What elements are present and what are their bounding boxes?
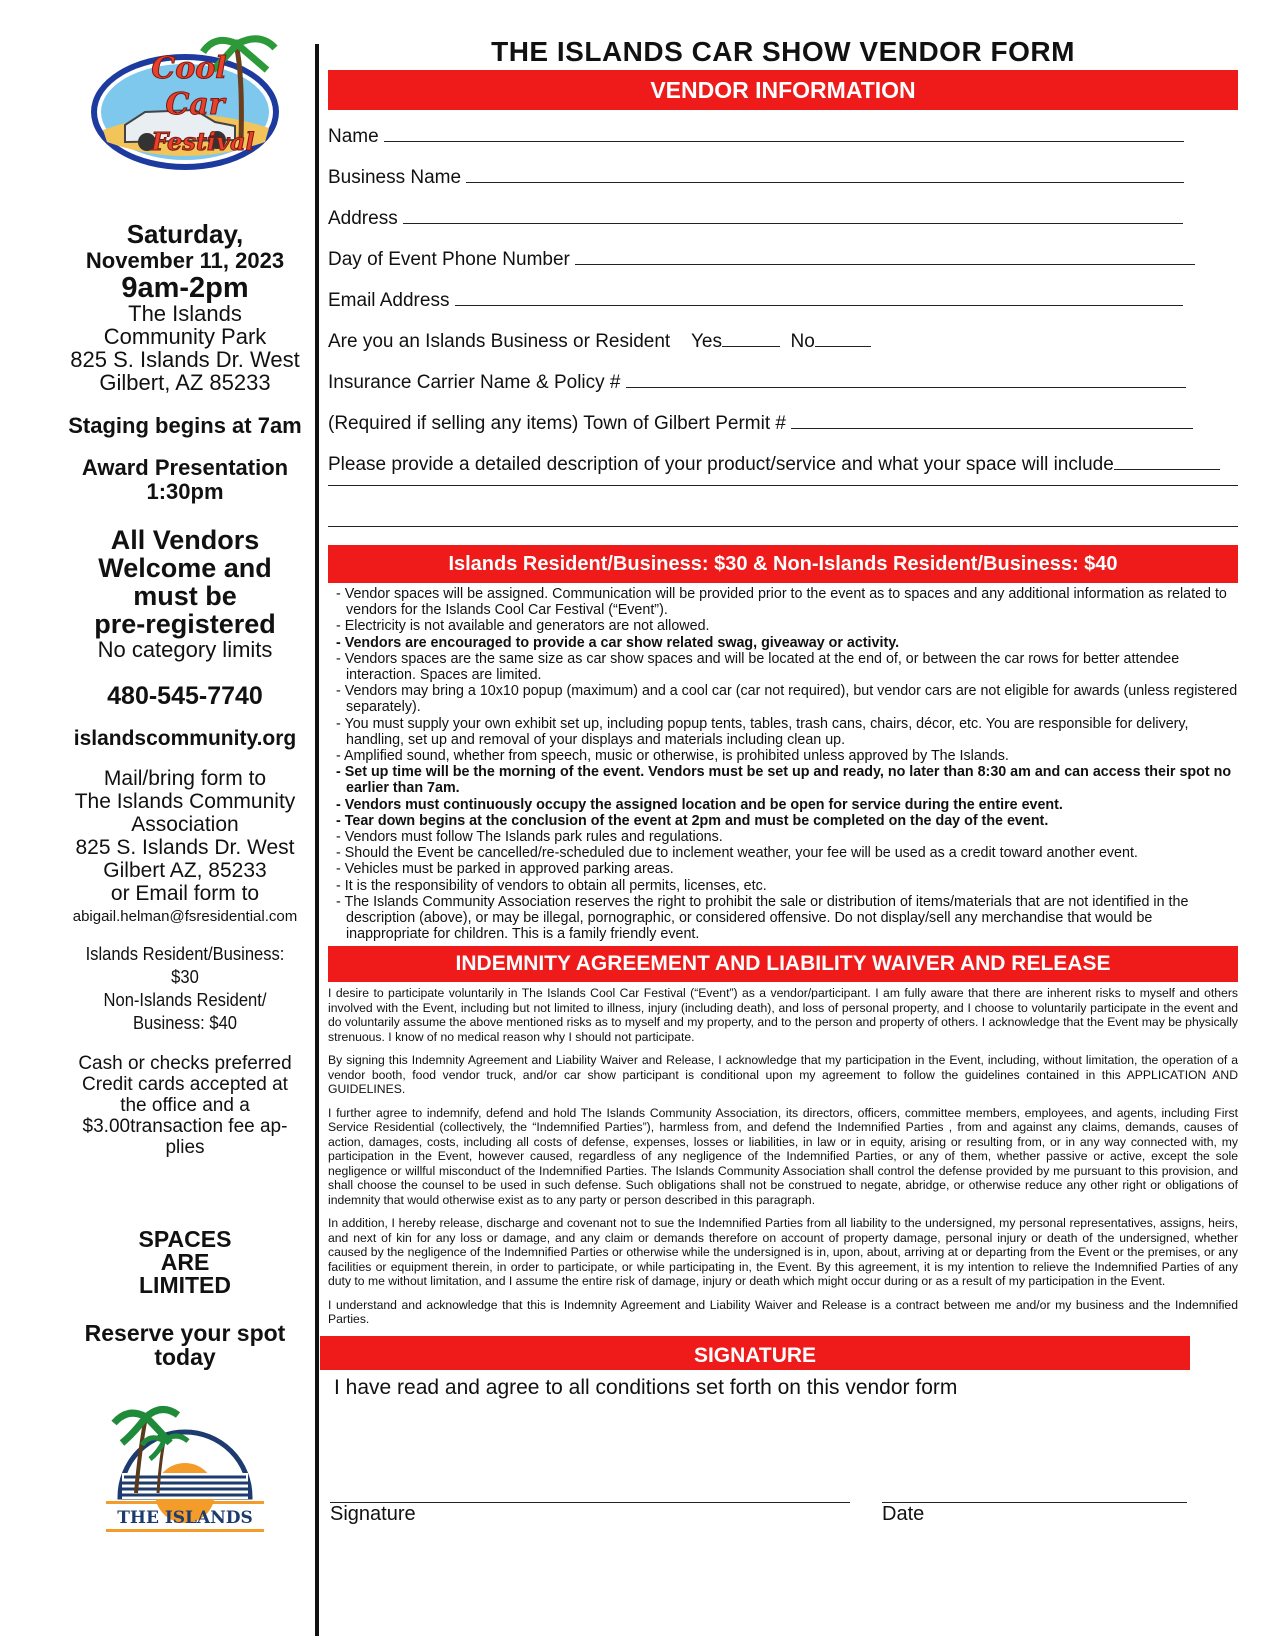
- vendor-form: [328, 34, 1238, 1400]
- legal-paragraph: By signing this Indemnity Agreement and Liability Waiver and Release, I acknowledge that my participation in the Event, including, without limitation, the operation of a vendor booth, food vendor truck, and/or car show participant is conditional upon my agreement to follow the guidelines contained in this APPLICATION AND GUIDELINES.: [328, 1053, 1238, 1097]
- payment-line: the office and a: [120, 1095, 250, 1116]
- address-line: Gilbert, AZ 85233: [99, 370, 271, 395]
- email-input-line[interactable]: [455, 291, 1183, 306]
- payment-line: Cash or checks preferred: [78, 1053, 292, 1074]
- rule-item: - Electricity is not available and generators are not allowed.: [336, 618, 710, 635]
- yes-label: Yes: [690, 331, 722, 352]
- payment-line: Credit cards accepted at: [82, 1074, 288, 1095]
- reserve-line: today: [154, 1344, 216, 1370]
- phone-number: 480-545-7740: [107, 682, 263, 710]
- vendor-rules: [328, 586, 1238, 942]
- insurance-field[interactable]: [328, 362, 1238, 403]
- website: islandscommunity.org: [73, 727, 297, 750]
- address-field[interactable]: [328, 198, 1238, 239]
- payment-line: $3.00transaction fee ap-: [82, 1116, 288, 1137]
- logo-festival-text: Festival: [151, 127, 255, 156]
- rule-item: - Tear down begins at the conclusion of the event at 2pm and must be completed on the day of the event.: [336, 812, 1049, 829]
- mail-line: or Email form to: [110, 882, 260, 905]
- event-day: Saturday,: [126, 219, 244, 249]
- islands-logo-text: THE ISLANDS: [117, 1508, 253, 1528]
- fee-line: Business: $40: [132, 1013, 238, 1033]
- name-label: Name: [328, 126, 379, 147]
- the-islands-logo: [100, 1397, 270, 1537]
- rule-item: - Vendors may bring a 10x10 popup (maximum) and a cool car (car not required), but vendor cars are not eligible for awards (unless registered separately).: [336, 683, 1238, 716]
- rule-item: - Vehicles must be parked in approved parking areas.: [336, 861, 674, 878]
- signature-line[interactable]: [330, 1502, 850, 1526]
- event-address: [40, 302, 330, 394]
- logo-cool-text: Cool: [151, 51, 227, 86]
- signature-header: SIGNATURE: [320, 1336, 1190, 1370]
- mail-instructions: [40, 767, 330, 905]
- payment-info: [40, 1053, 330, 1158]
- fee-line: Islands Resident/Business:: [85, 944, 285, 964]
- legal-paragraph: I further agree to indemnify, defend and hold The Islands Community Association, its directors, officers, committee members, employees, and agents, including First Service Residential (collectively, the “Indemnified Parties”), harmless from, and defend the Indemnified Parties , from and against any claims, demands, causes of action, damages, costs, including all costs of defense, expenses, losses or liabilities, in law or in equity, arising or resulting from, or in any way connected with, my participation in the Event, however caused, regardless of any negligence of the Indemnified Parties, or any of them, whether passive or active, except the sole negligence or willful misconduct of the Indemnified Parties. The Islands Community Association shall control the defense provided by me pursuant to this provision, and shall choose the counsel to be used in such defense. Such obligations shall not be construed to negate, abridge, or otherwise reduce any other right or obligations of indemnity that would otherwise exist as to any party or person described in this paragraph.: [328, 1105, 1238, 1207]
- fee-line: Non-Islands Resident/: [103, 990, 267, 1010]
- permit-input-line[interactable]: [791, 414, 1193, 429]
- fee-summary: [52, 943, 319, 1035]
- email-field[interactable]: [328, 280, 1238, 321]
- mail-line: Association: [131, 813, 239, 836]
- vendors-line: Welcome and: [98, 553, 272, 583]
- address-line: 825 S. Islands Dr. West: [70, 347, 300, 372]
- address-line: Community Park: [103, 324, 267, 349]
- email-label: Email Address: [328, 290, 450, 311]
- vendors-line: must be: [133, 581, 237, 611]
- business-name-label: Business Name: [328, 167, 462, 188]
- spaces-limited: [40, 1228, 330, 1297]
- vendors-notice: [40, 526, 330, 638]
- vertical-divider: [315, 44, 319, 1636]
- date-label: Date: [882, 1503, 925, 1525]
- spaces-line: ARE: [160, 1249, 210, 1275]
- description-line-2[interactable]: [328, 485, 1238, 486]
- vendor-info-header: VENDOR INFORMATION: [328, 70, 1238, 110]
- rule-item: - It is the responsibility of vendors to obtain all permits, licenses, etc.: [336, 877, 767, 894]
- legal-text: [328, 986, 1238, 1327]
- insurance-label: Insurance Carrier Name & Policy #: [328, 372, 621, 393]
- staging-time: Staging begins at 7am: [68, 413, 302, 438]
- legal-paragraph: I understand and acknowledge that this is Indemnity Agreement and Liability Waiver and Release is a contract between me and/or my business and the Indemnified Parties.: [328, 1297, 1238, 1327]
- event-time: 9am-2pm: [121, 272, 249, 304]
- yes-input-line[interactable]: [722, 332, 780, 347]
- rule-item: - Should the Event be cancelled/re-scheduled due to inclement weather, your fee will be used as a credit toward another event.: [336, 845, 1138, 862]
- no-input-line[interactable]: [815, 332, 871, 347]
- rule-item: - You must supply your own exhibit set up, including popup tents, tables, trash cans, chairs, décor, etc. You are responsible for delivery, handling, set up and removal of your displays and materials including clean up.: [336, 715, 1189, 748]
- insurance-input-line[interactable]: [626, 373, 1186, 388]
- fee-header: Islands Resident/Business: $30 & Non-Islands Resident/Business: $40: [328, 545, 1238, 583]
- form-title: THE ISLANDS CAR SHOW VENDOR FORM: [491, 36, 1075, 67]
- description-line-3[interactable]: [328, 526, 1238, 527]
- event-date: November 11, 2023: [85, 248, 285, 273]
- rule-item: - Vendors are encouraged to provide a car show related swag, giveaway or activity.: [336, 634, 900, 651]
- spaces-line: LIMITED: [139, 1272, 231, 1298]
- name-input-line[interactable]: [384, 127, 1184, 142]
- address-line: The Islands: [128, 301, 242, 326]
- name-field[interactable]: [328, 116, 1238, 157]
- date-line[interactable]: [882, 1502, 1187, 1526]
- contact-email: abigail.helman@fsresidential.com: [72, 908, 298, 925]
- address-label: Address: [328, 208, 398, 229]
- cool-car-festival-logo: [85, 30, 285, 180]
- rule-item: - Vendors spaces are the same size as car show spaces and will be located at the end of, or between the car rows for better attendee interaction. Spaces are limited.: [336, 650, 1180, 684]
- mail-line: The Islands Community: [74, 790, 296, 813]
- phone-field[interactable]: [328, 239, 1238, 280]
- mail-line: 825 S. Islands Dr. West: [75, 836, 295, 859]
- phone-input-line[interactable]: [575, 250, 1195, 265]
- vendor-fields: [328, 116, 1238, 527]
- rule-item: - The Islands Community Association reserves the right to prohibit the sale or distribution of items/materials that are not identified in the description (above), or may be illegal, pornographic, or considered offensive. Do not display/sell any merchandise that would be inappropriate for children. This is a family friendly event.: [336, 893, 1189, 943]
- description-input-line[interactable]: [1114, 455, 1220, 470]
- rule-item: - Amplified sound, whether from speech, music or otherwise, is prohibited unless approved by The Islands.: [336, 748, 1009, 765]
- spaces-line: SPACES: [138, 1226, 232, 1252]
- vendors-line: pre-registered: [94, 609, 276, 639]
- signature-row: [330, 1502, 1230, 1542]
- permit-field[interactable]: [328, 403, 1238, 444]
- reserve-line: Reserve your spot: [84, 1320, 286, 1346]
- address-input-line[interactable]: [403, 209, 1183, 224]
- mail-line: Mail/bring form to: [103, 767, 267, 790]
- permit-label: (Required if selling any items) Town of Gilbert Permit #: [328, 413, 786, 434]
- award-time: Award Presentation 1:30pm: [81, 455, 289, 504]
- description-label: Please provide a detailed description of your product/service and what your space will include: [328, 454, 1114, 475]
- fee-line: $30: [171, 967, 199, 987]
- phone-label: Day of Event Phone Number: [328, 249, 570, 270]
- legal-paragraph: In addition, I hereby release, discharge and covenant not to sue the Indemnified Parties from all liability to the undersigned, my personal representatives, assigns, heirs, and next of kin for any loss or damage, and any claim or demands therefore on account of property damage, personal injury or death of the undersigned, whether caused by the negligence of the Indemnified Parties or otherwise while the undersigned is in, upon, about, arriving at or departing from the Event or the premises, or any facilities or equipment therein, in order to participate, or while participating in, the Event. By this agreement, it is my intention to relieve the Indemnified Parties of any duty to me without limitation, and I assume the entire risk of damage, injury or death which might occur during or as a result of my participation in the Event.: [328, 1216, 1238, 1289]
- rule-item: - Vendor spaces will be assigned. Communication will be provided prior to the event as to spaces and any additional information as related to vendors for the Islands Cool Car Festival (“Event”).: [336, 586, 1227, 619]
- description-field[interactable]: [328, 444, 1238, 485]
- reserve-spot: [40, 1321, 330, 1369]
- resident-question-field: [328, 321, 1238, 362]
- sidebar: [40, 30, 330, 1537]
- business-name-input-line[interactable]: [466, 168, 1184, 183]
- no-label: No: [790, 331, 815, 352]
- no-category-limits: No category limits: [97, 637, 273, 662]
- legal-paragraph: I desire to participate voluntarily in The Islands Cool Car Festival (“Event”) as a vendor/participant. I am fully aware that there are inherent risks to myself and others involved with the Event, including but not limited to illness, injury (including death), and loss of personal property, and I choose to voluntarily participate in the event and do voluntarily assume the above mentioned risks as to myself and my property, and to the person and property of others. I acknowledge that the Event may be physically strenuous. I know of no medical reason why I should not participate.: [328, 986, 1238, 1044]
- logo-car-text: Car: [165, 87, 225, 122]
- business-name-field[interactable]: [328, 157, 1238, 198]
- rule-item: - Set up time will be the morning of the event. Vendors must be set up and ready, no later than 8:30 am and can access their spot no earlier than 7am.: [336, 764, 1232, 797]
- indemnity-header: INDEMNITY AGREEMENT AND LIABILITY WAIVER AND RELEASE: [328, 946, 1238, 982]
- signature-label: Signature: [330, 1503, 416, 1525]
- resident-question-label: Are you an Islands Business or Resident: [328, 331, 671, 352]
- rule-item: - Vendors must follow The Islands park rules and regulations.: [336, 829, 723, 846]
- vendors-line: All Vendors: [110, 525, 260, 555]
- rule-item: - Vendors must continuously occupy the assigned location and be open for service during the entire event.: [336, 796, 1063, 813]
- agreement-statement: I have read and agree to all conditions set forth on this vendor form: [334, 1375, 958, 1399]
- mail-line: Gilbert AZ, 85233: [103, 859, 267, 882]
- payment-line: plies: [165, 1137, 205, 1158]
